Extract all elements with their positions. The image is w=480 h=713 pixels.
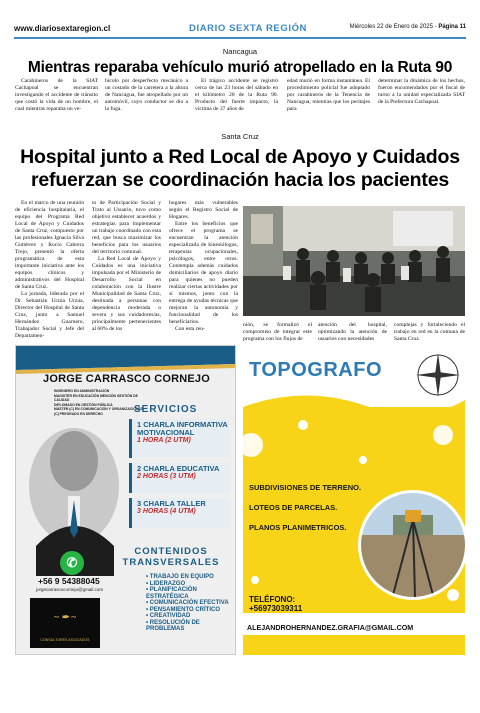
article2-col6: complejas y fortaleciendo el trabajo en red en la comuna de Santa Cruz. xyxy=(394,322,465,342)
service-lines: SUBDIVISIONES DE TERRENO. LOTEOS DE PARCELAS. PLANOS PLANIMETRICOS. xyxy=(249,483,362,532)
ad-topografo[interactable] xyxy=(243,345,465,655)
topografo-email[interactable]: ALEJANDROHERNANDEZ.GRAFIA@GMAIL.COM xyxy=(247,624,414,632)
headline-line1: Hospital junto a Red Local de Apoyo y Cuidados xyxy=(20,146,460,168)
article2-col1: En el marco de una reunión de eficiencia hospitalaria, el equipo del Programa Red Local de Apoyo y Cuidados de Santa Cruz, compuesto por las profesionales Ignacia Silva Gutiérrez y Rocío Cabrera Trejo, presentó la oferta programática de esta importante iniciativa ante los equipos clínicos y administrativos del Hospital de Santa Cruz. La jornada, liderada por el Dr. Sebastián Urzúa Urzúa, Director del Hospital de Santa Cruz, junto a Samuel Hernández Guarnero, Trabajador Social y Jefe del Departamen- xyxy=(15,200,84,339)
ad-phone[interactable]: +56 9 54388045 xyxy=(38,576,100,586)
header-rule xyxy=(14,37,466,39)
article2-col4: nión, se formalizó el compromiso de integrar este programa con los flujos de xyxy=(243,322,312,342)
service-2: 2 CHARLA EDUCATIVA 2 HORAS (3 UTM) xyxy=(129,463,229,493)
issue-date: Miércoles 22 de Enero de 2025 - Página 11 xyxy=(349,24,466,30)
article2-col3: hogares más vulnerables según el Registro Social de Hogares. Entre los beneficios que ofrece el programa se encuentran la atención especializada de kinesiólogos, terapeutas ocupacionales, psicólogos, entre otros. Contempla además cuidados domiciliarios de apoyo diario para quienes no pueden realizar ciertas actividades por sí mismos, junto con la entrega de ayudas técnicas que mejoran la autonomía y funcionalidad de los beneficiarios. Con esta reu- xyxy=(169,200,238,332)
article1-col1: Carabineros de la SIAT Cachapoal se encuentran investigando el accidente de tránsito que costó la vida de un hombre, el cual mientras reparaba un ve- xyxy=(15,78,98,112)
meeting-photo xyxy=(243,206,465,316)
service-3: 3 CHARLA TALLER 3 HORAS (4 UTM) xyxy=(129,498,229,528)
services-title: SERVICIOS xyxy=(134,404,198,415)
ad-title: TOPOGRAFO xyxy=(249,359,383,381)
headline-line2: refuerzan se coordinación hacia los pacientes xyxy=(31,169,449,191)
article1-kicker: Nancagua xyxy=(222,47,258,56)
masthead: DIARIO SEXTA REGIÓN xyxy=(189,23,308,34)
article1-col3: El trágico accidente se registró cerca de las 23 horas del sábado en el kilómetro 28 de la Ruta 90. Producto del fuerte impacto, la víctima de 37 años de xyxy=(195,78,278,112)
service-1: 1 CHARLA INFORMATIVA MOTIVACIONAL 1 HORA (2 UTM) xyxy=(129,419,229,458)
signature-icon: ~ ✒ ~ xyxy=(53,612,77,622)
article1-col5: determinar la dinámica de los hechos, fueron encomendados por el fiscal de turno a la unidad especializada SIAT de la Prefectura Cachapoal. xyxy=(378,78,465,105)
tel-label: TELÉFONO: xyxy=(249,595,296,604)
site-url[interactable]: www.diariosextaregion.cl xyxy=(14,24,111,33)
article1-col4: edad murió en forma instantánea. El procedimiento policial fue adoptado por carabineros de la Tenencia de Nancagua, mientras que los peritajes para xyxy=(287,78,370,112)
contents-title: CONTENIDOS TRANSVERSALES xyxy=(122,546,220,568)
contents-list: • TRABAJO EN EQUIPO • LIDERAZGO • PLANIFICACIÓN ESTRATÉGICA • COMUNICACIÓN EFECTIVA • PENSAMIENTO CRÍTICO • CREATIVIDAD • RESOLUCIÓN DE PROBLEMAS xyxy=(146,574,235,633)
tel-number[interactable]: +56973039311 xyxy=(249,604,303,613)
article2-col5: atención del hospital, optimizando la atención de usuarios con necesidades xyxy=(318,322,387,342)
firm-logo: ~ ✒ ~ CONSULTORES ASOCIADOS xyxy=(30,598,100,648)
ad-email[interactable]: jorgecarrascocornejo@gmail.com xyxy=(36,587,104,592)
ad-jorge-carrasco[interactable] xyxy=(15,345,236,655)
article1-headline: Mientras reparaba vehículo murió atropellado en la Ruta 90 xyxy=(27,59,453,76)
credentials: INGENIERO EN ADMINISTRACIÓN MAGISTER EN EDUCACIÓN MENCIÓN GESTIÓN DE CALIDAD DIPLOMADO EN GESTIÓN PÚBLICA MÁSTER (C) EN COMUNICACIÓN Y ORGANIZACIONES (C) PREGRADO EN DERECHO xyxy=(54,389,143,416)
article2-kicker: Santa Cruz xyxy=(221,132,259,141)
advertiser-name: JORGE CARRASCO CORNEJO xyxy=(43,373,210,385)
article1-col2: hículo por desperfecto mecánico a un costado de la carretera a la altura de Nancagua, fue atropellado por un automóvil, cuyo conductor se dio a la fuga. xyxy=(105,78,188,112)
whatsapp-icon[interactable]: ✆ xyxy=(60,551,84,575)
page-header xyxy=(14,24,466,38)
article2-col2: to de Participación Social y Trato al Usuario, tuvo como objetivo establecer acuerdos y estrategias para implementar un trabajo coordinado con esta red, que busca maximizar los beneficios para los usuarios del territorio comunal. La Red Local de Apoyo y Cuidados es una iniciativa impulsada por el Ministerio de Desarrollo Social en colaboración con la Ilustre Municipalidad de Santa Cruz, destinada a personas con dependencia moderada o severa y sus cuidadores/as, principalmente pertenecientes al 60% de los xyxy=(92,200,161,332)
article2-headline xyxy=(14,146,466,192)
